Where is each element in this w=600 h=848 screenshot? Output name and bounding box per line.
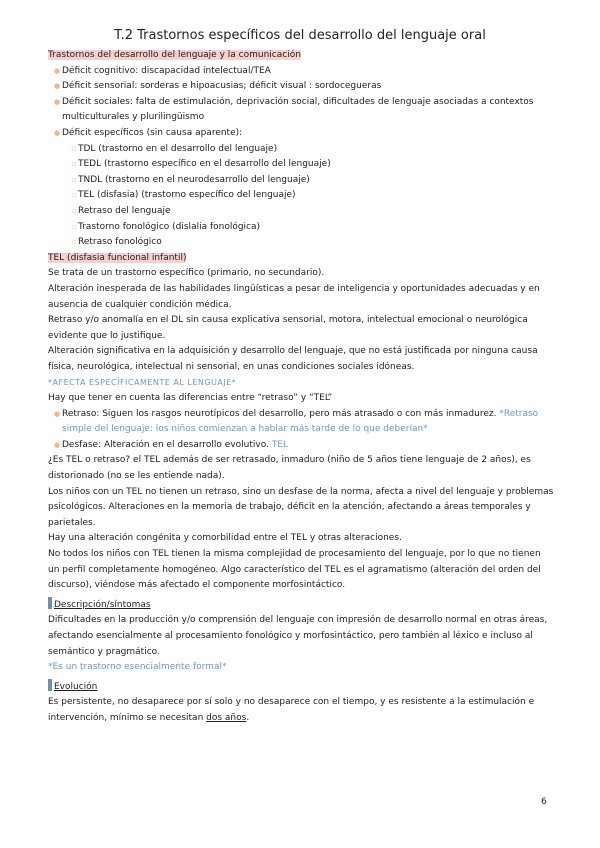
sub-item: ▫Retraso fonológico <box>48 235 554 251</box>
note-specific: *AFECTA ESPECÍFICAMENTE AL LENGUAJE* <box>48 378 237 388</box>
section-heading-trastornos: Trastornos del desarrollo del lenguaje y la comunicación <box>48 50 301 60</box>
page-number: 6 <box>541 797 547 807</box>
bullet-dot-icon: ● <box>54 128 61 137</box>
paragraph-evolucion: Es persistente, no desaparece por sí solo y no desaparece con el tiempo, y es resistente a la estimulación e intervención, mínimo se necesitan dos años. <box>48 697 535 723</box>
sub-bullet-icon: ▫ <box>72 144 77 153</box>
paragraph: Hay que tener en cuenta las diferencias entre “retraso” y “TEL” <box>48 393 333 404</box>
sub-item: ▫TNDL (trastorno en el neurodesarrollo del lenguaje) <box>48 173 554 189</box>
bullet-dot-icon: ● <box>54 440 61 449</box>
bullet-item-desfase: ● Desfase: Alteración en el desarrollo evolutivo. TEL <box>48 438 554 454</box>
paragraph: Los niños con un TEL no tienen un retraso, sino un desfase de la norma, afecta a nivel del lenguaje y problemas psicológicos. Alteraciones en la memoria de trabajo, déficit en la atención, afectando a áreas temporales y parietales. <box>48 486 554 528</box>
paragraph: Alteración significativa en la adquisición y desarrollo del lenguaje, que no está justificada por ninguna causa física, neurológica, intelectual ni sensorial, en unas condiciones sociales idóneas. <box>48 346 538 372</box>
note-retraso: *Retraso simple del lenguaje: los niños comienzan a hablar más tarde de lo que deberían* <box>62 408 539 435</box>
note-formal: *Es un trastorno esencialmente formal* <box>48 662 227 673</box>
sub-item: ▫TEL (disfasia) (trastorno específico del lenguaje) <box>48 188 554 204</box>
bullet-item-retraso: ● Retraso: Siguen los rasgos neurotípicos del desarrollo, pero más atrasado o con más inmadurez. *Retraso simple del lenguaje: los niños comienzan a hablar más tarde de lo que deberían* <box>54 408 539 435</box>
sub-item: ▫TDL (trastorno en el desarrollo del lenguaje) <box>48 142 554 158</box>
sub-bullet-icon: ▫ <box>72 175 77 184</box>
paragraph: Se trata de un trastorno específico (primario, no secundario). <box>48 268 325 279</box>
bullet-item: ● Déficit cognitivo: discapacidad intelectual/TEA <box>48 64 554 80</box>
paragraph: Dificultades en la producción y/o comprensión del lenguaje con impresión de desarrollo normal en otras áreas, afectando esencialmente al procesamiento fonológico y morfosintáctico, pero también al léxico e incluso al semántico y pragmático. <box>48 615 548 657</box>
paragraph: No todos los niños con TEL tienen la misma complejidad de procesamiento del lenguaje, por lo que no tienen un perfil completamente homogéneo. Algo característico del TEL es el agramatismo (alteración del orden del discurso), viéndose más afectado el componente morfosintáctico. <box>48 549 541 591</box>
sub-bullet-icon: ▫ <box>72 191 77 200</box>
section-bar-icon <box>48 679 52 691</box>
bullet-item: ● Déficit sensorial: sorderas e hipoacusias; déficit visual : sordocegueras <box>48 79 554 95</box>
note-tel: TEL <box>271 439 289 450</box>
bullet-item: ● Déficit específicos (sin causa aparente): <box>48 126 554 142</box>
section-heading-evolucion: Evolución <box>54 681 98 692</box>
sub-item: ▫Retraso del lenguaje <box>48 204 554 220</box>
sub-bullet-icon: ▫ <box>72 238 77 247</box>
bullet-dot-icon: ● <box>54 97 61 106</box>
document-body <box>48 48 554 727</box>
bullet-item: ● Déficit sociales: falta de estimulación, deprivación social, dificultades de lenguaje asociadas a contextos multiculturales y plurilingüismo <box>54 96 534 123</box>
page-title: T.2 Trastornos específicos del desarrollo del lenguaje oral <box>114 28 486 43</box>
bullet-dot-icon: ● <box>54 82 61 91</box>
sub-item: ▫Trastorno fonológico (dislalia fonológica) <box>48 220 554 236</box>
section-bar-icon <box>48 597 52 609</box>
section-heading-tel: TEL (disfasia funcional infantil) <box>48 252 187 263</box>
bullet-dot-icon: ● <box>54 409 61 418</box>
paragraph: Alteración inesperada de las habilidades lingüísticas a pesar de inteligencia y oportunidades adecuadas y en ausencia de cualquier condición médica. <box>48 283 540 310</box>
paragraph: ¿Es TEL o retraso? el TEL además de ser retrasado, inmaduro (niño de 5 años tiene lenguaje de 2 años), es distorionado (no se les entiende nada). <box>48 455 531 482</box>
paragraph: Hay una alteración congénita y comorbilidad entre el TEL y otras alteraciones. <box>48 533 402 544</box>
sub-item: ▫TEDL (trastorno específico en el desarrollo del lenguaje) <box>48 157 554 173</box>
sub-bullet-icon: ▫ <box>72 222 77 231</box>
bullet-dot-icon: ● <box>54 66 61 75</box>
sub-bullet-icon: ▫ <box>72 206 77 215</box>
sub-bullet-icon: ▫ <box>72 160 77 169</box>
section-heading-descripcion: Descripción/síntomas <box>54 599 151 610</box>
underlined-dos-anos: dos años <box>206 712 247 723</box>
paragraph: Retraso y/o anomalía en el DL sin causa explicativa sensorial, motora, intelectual emocional o neurológica evidente que lo justifique. <box>48 315 528 341</box>
